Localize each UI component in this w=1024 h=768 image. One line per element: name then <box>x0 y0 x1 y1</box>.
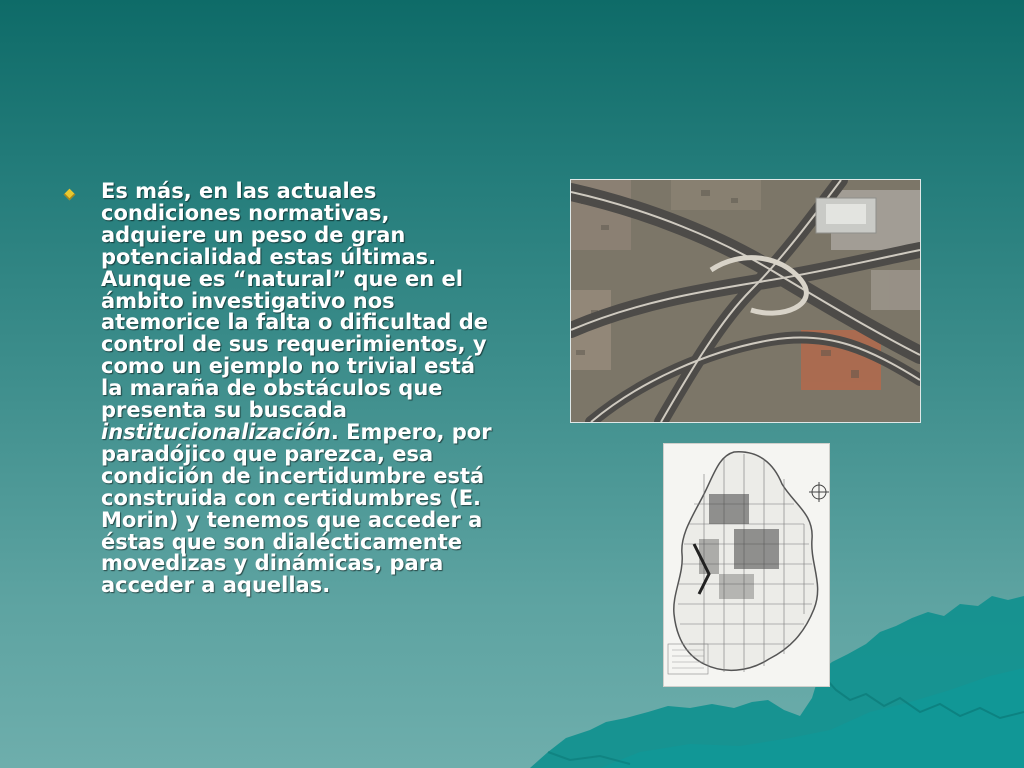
body-paragraph <box>101 181 501 597</box>
paragraph-italic-term: institucionalización <box>101 419 331 444</box>
paragraph-text-1: Es más, en las actuales condiciones normativas, adquiere un peso de gran potencialidad estas últimas. Aunque es “natural” que en el ámbito investigativo nos atemorice la falta o dificultad de control de sus requerimientos, y como un ejemplo no trivial está la maraña de obstáculos que presenta su buscada <box>101 179 488 423</box>
paragraph-text-2: . Empero, por paradójico que parezca, esa condición de incertidumbre está construida con certidumbres (E. Morin) y tenemos que acceder a éstas que son dialécticamente movedizas y dinámicas, para acceder a aquellas. <box>101 419 492 598</box>
city-map-drawing <box>663 443 830 687</box>
highway-interchange-photo <box>570 179 921 423</box>
